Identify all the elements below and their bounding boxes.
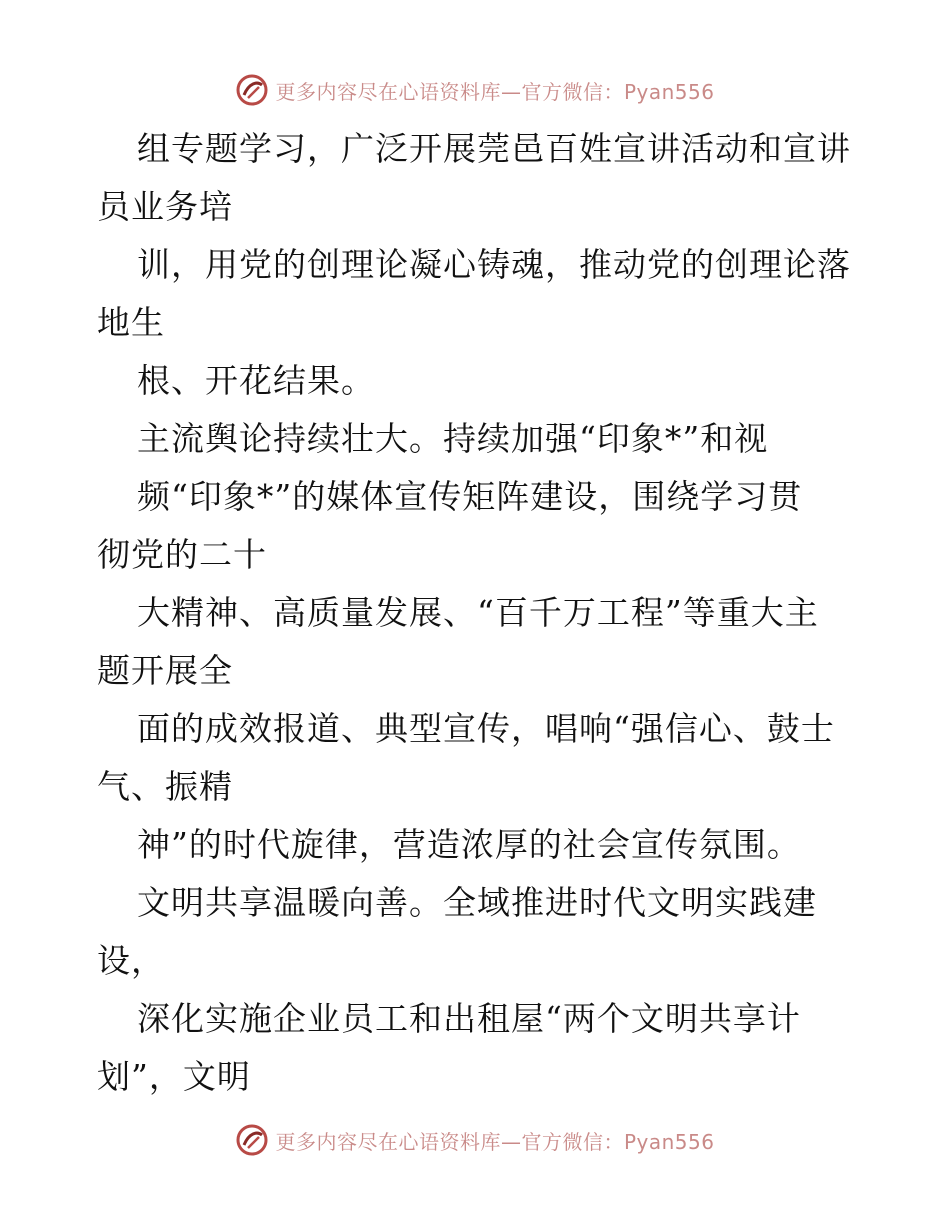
brand-logo-icon <box>235 1123 269 1157</box>
text-line: 文明共享温暖向善。全域推进时代文明实践建 <box>137 883 817 922</box>
footer-brand-text: 更多内容尽在心语资料库—官方微信：Pyan556 <box>275 1129 715 1154</box>
text-line: 根、开花结果。 <box>137 361 375 400</box>
text-line: 神”的时代旋律，营造浓厚的社会宣传氛围。 <box>137 825 801 864</box>
text-line: 题开展全 <box>97 651 233 690</box>
text-line: 彻党的二十 <box>97 535 267 574</box>
brand-logo-icon <box>235 73 269 107</box>
text-line: 气、振精 <box>97 767 233 806</box>
text-line: 大精神、高质量发展、“百千万工程”等重大主 <box>137 593 819 632</box>
text-line: 主流舆论持续壮大。持续加强“印象*”和视 <box>137 419 769 458</box>
text-line: 深化实施企业员工和出租屋“两个文明共享计 <box>137 999 801 1038</box>
header-watermark <box>0 70 950 110</box>
text-line: 地生 <box>97 303 165 342</box>
text-line: 设， <box>97 941 165 980</box>
text-line: 组专题学习，广泛开展莞邑百姓宣讲活动和宣讲 <box>137 129 851 168</box>
text-line: 划”，文明 <box>97 1057 251 1096</box>
document-body <box>97 120 857 1106</box>
footer-watermark <box>0 1120 950 1160</box>
header-brand-text: 更多内容尽在心语资料库—官方微信：Pyan556 <box>275 79 715 104</box>
text-line: 员业务培 <box>97 187 233 226</box>
text-line: 面的成效报道、典型宣传，唱响“强信心、鼓士 <box>137 709 835 748</box>
text-line: 训，用党的创理论凝心铸魂，推动党的创理论落 <box>137 245 851 284</box>
text-line: 频“印象*”的媒体宣传矩阵建设，围绕学习贯 <box>137 477 803 516</box>
